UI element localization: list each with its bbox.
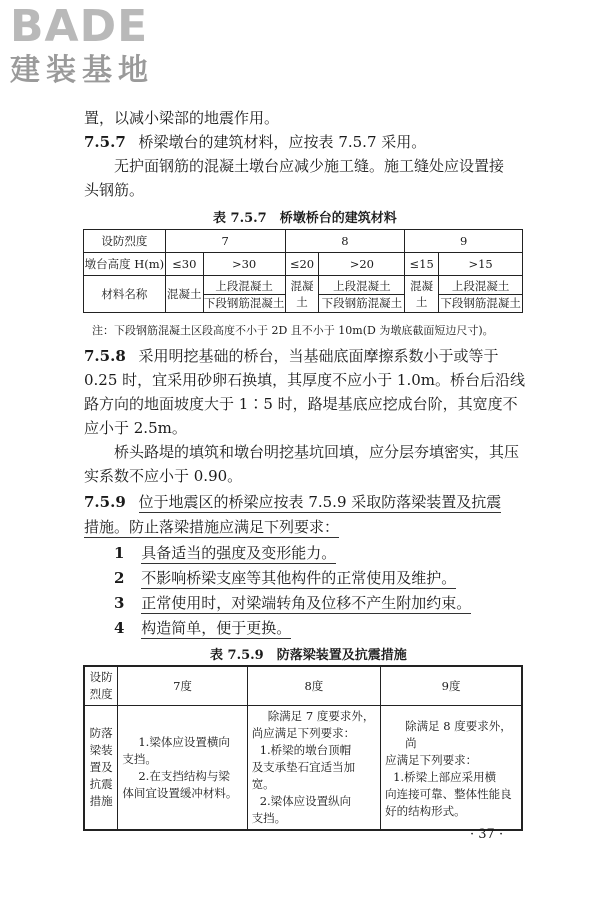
table-cell: 9 xyxy=(405,230,523,253)
cell-line: 2.梁体应设置纵向 xyxy=(259,794,352,808)
table-caption: 表 7.5.9 防落梁装置及抗震措施 xyxy=(210,648,407,663)
table-cell: 混凝土 xyxy=(165,276,203,313)
table-cell xyxy=(439,276,523,313)
list-number: 3 xyxy=(114,594,125,612)
section-7-5-7 xyxy=(84,132,426,152)
table-row xyxy=(84,230,523,253)
cell-top: 上段混凝土 xyxy=(204,278,285,295)
text-line: 路方向的地面坡度大于 1∶5 时，路堤基底应挖成台阶，其宽度不 xyxy=(84,395,518,413)
cell-line: 及支承垫石宜适当加 xyxy=(251,760,356,774)
cell-line: 宽。 xyxy=(251,777,275,791)
text-line: 置，以减小梁部的地震作用。 xyxy=(84,109,280,127)
table-cell: 7 xyxy=(165,230,285,253)
header-line: 烈度 xyxy=(89,687,113,701)
table-row xyxy=(84,276,523,313)
table-cell: ≤30 xyxy=(165,253,203,276)
row-label-line: 措施 xyxy=(89,794,113,808)
cell-line: 1.桥梁上部应采用横 xyxy=(393,770,497,784)
table-cell: 7度 xyxy=(118,666,247,706)
table-cell: ≤20 xyxy=(285,253,319,276)
list-text: 正常使用时，对梁端转角及位移不产生附加约束。 xyxy=(141,594,472,612)
cell-top: 上段混凝土 xyxy=(439,278,522,295)
bade-logo xyxy=(10,1,175,94)
cell-line: 支挡。 xyxy=(122,751,157,766)
text-line: 位于地震区的桥梁应按表 7.5.9 采取防落梁装置及抗震 xyxy=(138,493,502,511)
text-line xyxy=(84,517,339,538)
cell-line: 除满足 7 度要求外， xyxy=(267,709,375,723)
cell-bottom: 下段钢筋混凝土 xyxy=(321,295,403,310)
page-number: · 37 · xyxy=(470,827,504,842)
logo-subtitle: 建装基地 xyxy=(10,53,154,88)
list-number: 1 xyxy=(114,544,125,562)
table-cell: 8度 xyxy=(247,666,380,706)
table-7-5-7 xyxy=(83,229,523,313)
text-line: 头钢筋。 xyxy=(84,181,145,199)
cell-line: 1.梁体应设置横向 xyxy=(138,734,230,749)
text-line: 无护面钢筋的混凝土墩台应减少施工缝。施工缝处应设置接 xyxy=(114,157,505,175)
cell-line: 除满足 8 度要求外，尚 xyxy=(405,719,512,750)
cell-line: 尚应满足下列要求： xyxy=(251,726,356,740)
table-cell: >30 xyxy=(203,253,285,276)
text-line: 应小于 2.5m。 xyxy=(84,419,187,437)
table-row xyxy=(84,666,522,706)
cell-top: 上段混凝土 xyxy=(319,278,404,295)
section-number: 7.5.8 xyxy=(84,347,126,365)
list-number: 2 xyxy=(114,569,125,587)
row-label-line: 置及 xyxy=(89,760,113,774)
text-line: 采用明挖基础的桥台，当基础底面摩擦系数小于或等于 xyxy=(138,347,499,365)
logo-wordmark: BADE xyxy=(10,1,149,52)
table-cell: 设防烈度 xyxy=(84,230,166,253)
section-text: 桥梁墩台的建筑材料，应按表 7.5.7 采用。 xyxy=(138,133,427,151)
cell-line: 应满足下列要求： xyxy=(385,753,478,767)
table-cell: ≤15 xyxy=(405,253,439,276)
section-number: 7.5.9 xyxy=(84,493,126,511)
table-cell xyxy=(247,706,380,831)
list-item xyxy=(114,593,471,614)
table-note: 注：下段钢筋混凝土区段高度不小于 2D 且不小于 10m(D 为墩底截面短边尺寸)。 xyxy=(92,324,494,337)
header-line: 设防 xyxy=(89,670,113,684)
table-cell xyxy=(84,706,118,831)
table-caption: 表 7.5.7 桥墩桥台的建筑材料 xyxy=(213,211,397,226)
cell-line: 1.桥梁的墩台顶帽 xyxy=(259,743,352,757)
table-cell xyxy=(381,706,522,831)
cell-line: 2.在支挡结构与梁 xyxy=(138,768,230,783)
text-line: 0.25 时，宜采用砂卵石换填，其厚度不应小于 1.0m。桥台后沿线 xyxy=(84,371,526,389)
table-cell: 材料名称 xyxy=(84,276,166,313)
table-cell xyxy=(84,666,118,706)
text-line: 实系数不应小于 0.90。 xyxy=(84,467,243,485)
list-number: 4 xyxy=(114,619,125,637)
row-label-line: 防落 xyxy=(89,726,113,740)
table-7-5-9 xyxy=(83,665,523,831)
cell-line: 向连接可靠、整体性能良 xyxy=(385,787,512,801)
list-text: 具备适当的强度及变形能力。 xyxy=(141,544,337,562)
table-cell xyxy=(319,276,405,313)
list-text: 不影响桥梁支座等其他构件的正常使用及维护。 xyxy=(141,569,457,587)
table-cell: >20 xyxy=(319,253,405,276)
table-cell: 混凝土 xyxy=(405,276,439,313)
table-cell: 混凝土 xyxy=(285,276,319,313)
list-item xyxy=(114,568,456,589)
table-row xyxy=(84,706,522,831)
table-cell xyxy=(203,276,285,313)
text-line: 桥头路堤的填筑和墩台明挖基坑回填，应分层夯填密实，其压 xyxy=(114,443,520,461)
row-label-line: 梁装 xyxy=(89,743,113,757)
table-cell xyxy=(118,706,247,831)
table-cell: 墩台高度 H(m) xyxy=(84,253,166,276)
section-7-5-9 xyxy=(84,492,501,513)
table-cell: 8 xyxy=(285,230,405,253)
section-number: 7.5.7 xyxy=(84,133,126,151)
cell-line: 好的结构形式。 xyxy=(385,804,466,818)
list-item xyxy=(114,543,336,564)
list-item xyxy=(114,618,291,639)
row-label-line: 抗震 xyxy=(89,777,113,791)
cell-bottom: 下段钢筋混凝土 xyxy=(203,295,285,310)
cell-bottom: 下段钢筋混凝土 xyxy=(440,295,521,310)
list-text: 构造简单，便于更换。 xyxy=(141,619,292,637)
table-row xyxy=(84,253,523,276)
underlined-text: 措施。防止落梁措施应满足下列要求： xyxy=(84,518,340,536)
cell-line: 支挡。 xyxy=(251,811,287,825)
table-cell: >15 xyxy=(439,253,523,276)
cell-line: 体间宜设置缓冲材料。 xyxy=(122,785,238,800)
section-7-5-8 xyxy=(84,346,499,366)
table-cell: 9度 xyxy=(381,666,522,706)
